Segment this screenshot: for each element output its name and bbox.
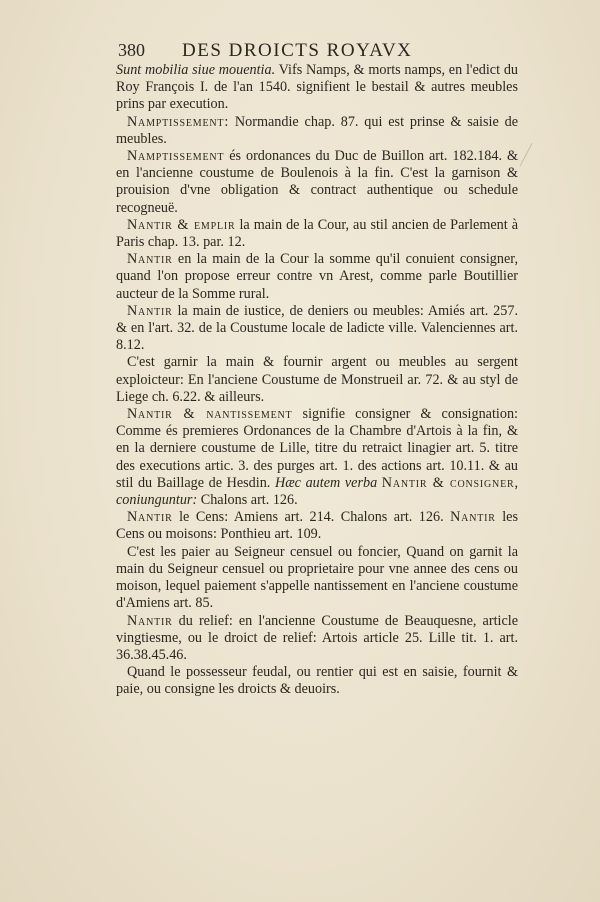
text-run: ,	[514, 474, 518, 491]
text-run: la main de la Cour, au stil ancien de Parlement à Paris chap. 13. par. 12.	[116, 216, 518, 251]
headword: Nantir	[450, 509, 496, 526]
text-run: la main de iustice, de deniers ou meubles: Amiés art. 257. & en l'art. 32. de la Coustume locale de ladicte ville. Valenciennes art. 8.12.	[116, 302, 518, 354]
latin-phrase: Hæc autem verba	[274, 474, 378, 491]
text-run: le Cens: Amiens art. 214. Chalons art. 126.	[172, 509, 451, 526]
margin-pen-mark	[520, 143, 542, 171]
text-run: C'est les paier au Seigneur censuel ou foncier, Quand on garnit la main du Seigneur censuel ou proprietaire pour vne annee des cens ou moison, lequel paiement s'appelle nantissement en l'anciene coustume d'Amiens art. 85.	[116, 543, 518, 612]
text-run: Vifs Namps, & morts namps, en l'edict du Roy François I. de l'an 1540. signifient le bestail & autres meubles prins par execution.	[116, 62, 519, 113]
text-run: du relief: en l'ancienne Coustume de Beauquesne, article vingtiesme, ou le droict de relief: Artois article 25. Lille tit. 1. art. 36.38.45.46.	[116, 612, 518, 663]
paragraph-9	[116, 509, 518, 543]
body-text	[116, 62, 518, 699]
page-number: 380	[118, 40, 145, 60]
paragraph-8	[116, 406, 518, 509]
headword: Namptissement	[127, 148, 225, 165]
headword: Nantir & consigner	[381, 474, 515, 491]
headword: Namptissement:	[127, 113, 230, 130]
paragraph-4	[116, 217, 518, 251]
running-title: DES DROICTS ROYAVX	[182, 40, 413, 61]
text-run: Quand le possesseur feudal, ou rentier qui est en saisie, fournit & paie, ou consigne les droicts & deuoirs.	[116, 664, 518, 698]
paragraph-10	[116, 544, 518, 613]
text-run: les Cens ou moisons: Ponthieu art. 109.	[116, 509, 519, 543]
paragraph-6	[116, 303, 518, 355]
headword: Nantir	[127, 612, 173, 629]
headword: Nantir	[127, 509, 173, 526]
paragraph-12	[116, 664, 518, 698]
paragraph-11	[116, 613, 518, 665]
headword: Nantir	[127, 251, 173, 268]
paragraph-2	[116, 114, 518, 148]
latin-phrase: coniunguntur:	[116, 492, 198, 509]
text-run: Normandie chap. 87. qui est prinse & saisie de meubles.	[116, 113, 518, 147]
text-run: és ordonances du Duc de Buillon art. 182.184. & en l'ancienne coustume de Boulenois à la fin. C'est la garnison & prouision d'vne obligation & contract authentique ou schedule recogneuë.	[116, 148, 518, 216]
paragraph-5	[116, 251, 518, 303]
paragraph-7	[116, 354, 518, 406]
paragraph-3	[116, 148, 518, 217]
text-run: en la main de la Cour la somme qu'il conuient consigner, quand l'on propose erreur contre vn Arest, comme parle Boutillier aucteur de la Somme rural.	[116, 251, 518, 302]
paragraph-1	[116, 62, 518, 114]
text-run: signifie consigner & consignation: Comme és premieres Ordonances de la Chambre d'Artois à la fin, & en la derniere coustume de Lille, titre du retraict linagier art. 5. titre des executions artic. 3. des purges art. 1. des actions art. 10.11. & au stil du Baillage de Hesdin.	[116, 406, 518, 491]
latin-phrase: Sunt mobilia siue mouentia.	[116, 62, 276, 78]
headword: Nantir & nantissement	[127, 406, 293, 423]
headword: Nantir & emplir	[127, 216, 236, 233]
text-run: Chalons art. 126.	[197, 492, 298, 509]
page-header	[118, 40, 518, 64]
headword: Nantir	[127, 302, 173, 319]
text-run: C'est garnir la main & fournir argent ou meubles au sergent exploicteur: En l'anciene Coustume de Monstrueil ar. 72. & au styl de Liege ch. 6.22. & ailleurs.	[116, 354, 518, 405]
